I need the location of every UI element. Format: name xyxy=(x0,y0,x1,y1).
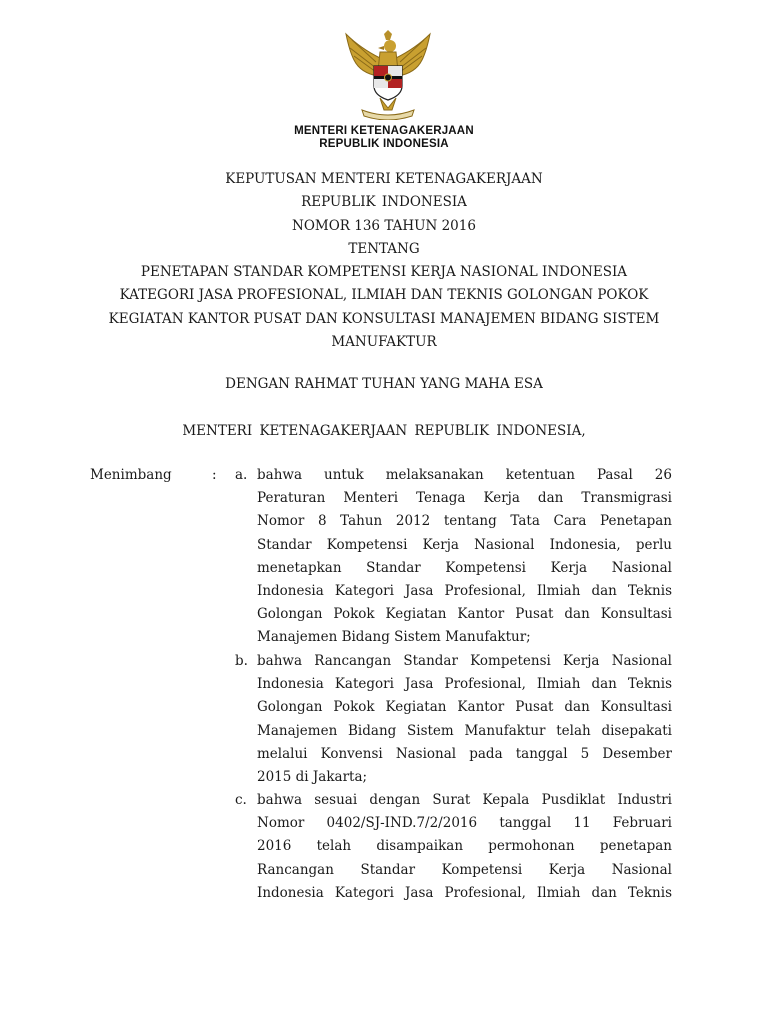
paragraph-line: bahwa untuk melaksanakan ketentuan Pasal 26 xyxy=(257,467,672,483)
paragraph-line: Peraturan Menteri Tenaga Kerja dan Transmigrasi xyxy=(257,490,672,507)
paragraph-line: Golongan Pokok Kegiatan Kantor Pusat dan Konsultasi xyxy=(257,699,672,716)
paragraph-line: Golongan Pokok Kegiatan Kantor Pusat dan Konsultasi xyxy=(257,606,672,623)
paragraph-line: Standar Kompetensi Kerja Nasional Indonesia, perlu xyxy=(257,536,672,553)
opening-rahmat: DENGAN RAHMAT TUHAN YANG MAHA ESA xyxy=(225,376,543,392)
menimbang-label: Menimbang xyxy=(90,467,172,483)
title-line: PENETAPAN STANDAR KOMPETENSI KERJA NASIONAL INDONESIA xyxy=(140,264,628,281)
garuda-emblem-icon xyxy=(340,30,436,120)
paragraph-line: bahwa sesuai dengan Surat Kepala Pusdiklat Industri xyxy=(257,792,672,808)
paragraph-line: Rancangan Standar Kompetensi Kerja Nasional xyxy=(257,861,672,878)
item-marker-b: b. xyxy=(235,653,248,669)
paragraph-line: 2016 telah disampaikan permohonan penetapan xyxy=(257,838,672,855)
institution-line-1: MENTERI KETENAGAKERJAAN xyxy=(294,125,474,137)
title-line: KEPUTUSAN MENTERI KETENAGAKERJAAN xyxy=(225,171,543,187)
consideration-item-a xyxy=(257,464,672,650)
paragraph-line: Nomor 8 Tahun 2012 tentang Tata Cara Penetapan xyxy=(257,513,672,530)
paragraph-line: Indonesia Kategori Jasa Profesional, Ilmiah dan Teknis xyxy=(257,884,672,901)
title-line: NOMOR 136 TAHUN 2016 xyxy=(292,217,476,234)
title-line: MANUFAKTUR xyxy=(331,334,437,351)
menimbang-separator: : xyxy=(212,467,217,483)
consideration-item-b xyxy=(257,650,672,789)
title-line: KATEGORI JASA PROFESIONAL, ILMIAH DAN TEKNIS GOLONGAN POKOK xyxy=(119,287,649,304)
institution-line-2: REPUBLIK INDONESIA xyxy=(319,138,449,150)
paragraph-line: melalui Konvensi Nasional pada tanggal 5 Desember xyxy=(257,745,672,762)
opening-menteri: MENTERI KETENAGAKERJAAN REPUBLIK INDONESIA, xyxy=(182,423,586,439)
item-marker-c: c. xyxy=(235,792,247,808)
title-line: TENTANG xyxy=(348,240,420,257)
paragraph-line: Indonesia Kategori Jasa Profesional, Ilmiah dan Teknis xyxy=(257,583,672,600)
paragraph-line: Manajemen Bidang Sistem Manufaktur; xyxy=(257,629,531,646)
item-marker-a: a. xyxy=(235,467,248,483)
document-title xyxy=(0,168,768,354)
paragraph-line: Manajemen Bidang Sistem Manufaktur telah disepakati xyxy=(257,722,672,739)
paragraph-line: Nomor 0402/SJ-IND.7/2/2016 tanggal 11 Februari xyxy=(257,815,672,832)
title-line: KEGIATAN KANTOR PUSAT DAN KONSULTASI MANAJEMEN BIDANG SISTEM xyxy=(108,310,660,327)
paragraph-line: menetapkan Standar Kompetensi Kerja Nasional xyxy=(257,559,672,576)
paragraph-line: Indonesia Kategori Jasa Profesional, Ilmiah dan Teknis xyxy=(257,676,672,693)
consideration-item-c xyxy=(257,789,672,905)
title-line: REPUBLIK INDONESIA xyxy=(301,194,467,211)
paragraph-line: bahwa Rancangan Standar Kompetensi Kerja Nasional xyxy=(257,653,672,669)
paragraph-line: 2015 di Jakarta; xyxy=(257,769,368,786)
